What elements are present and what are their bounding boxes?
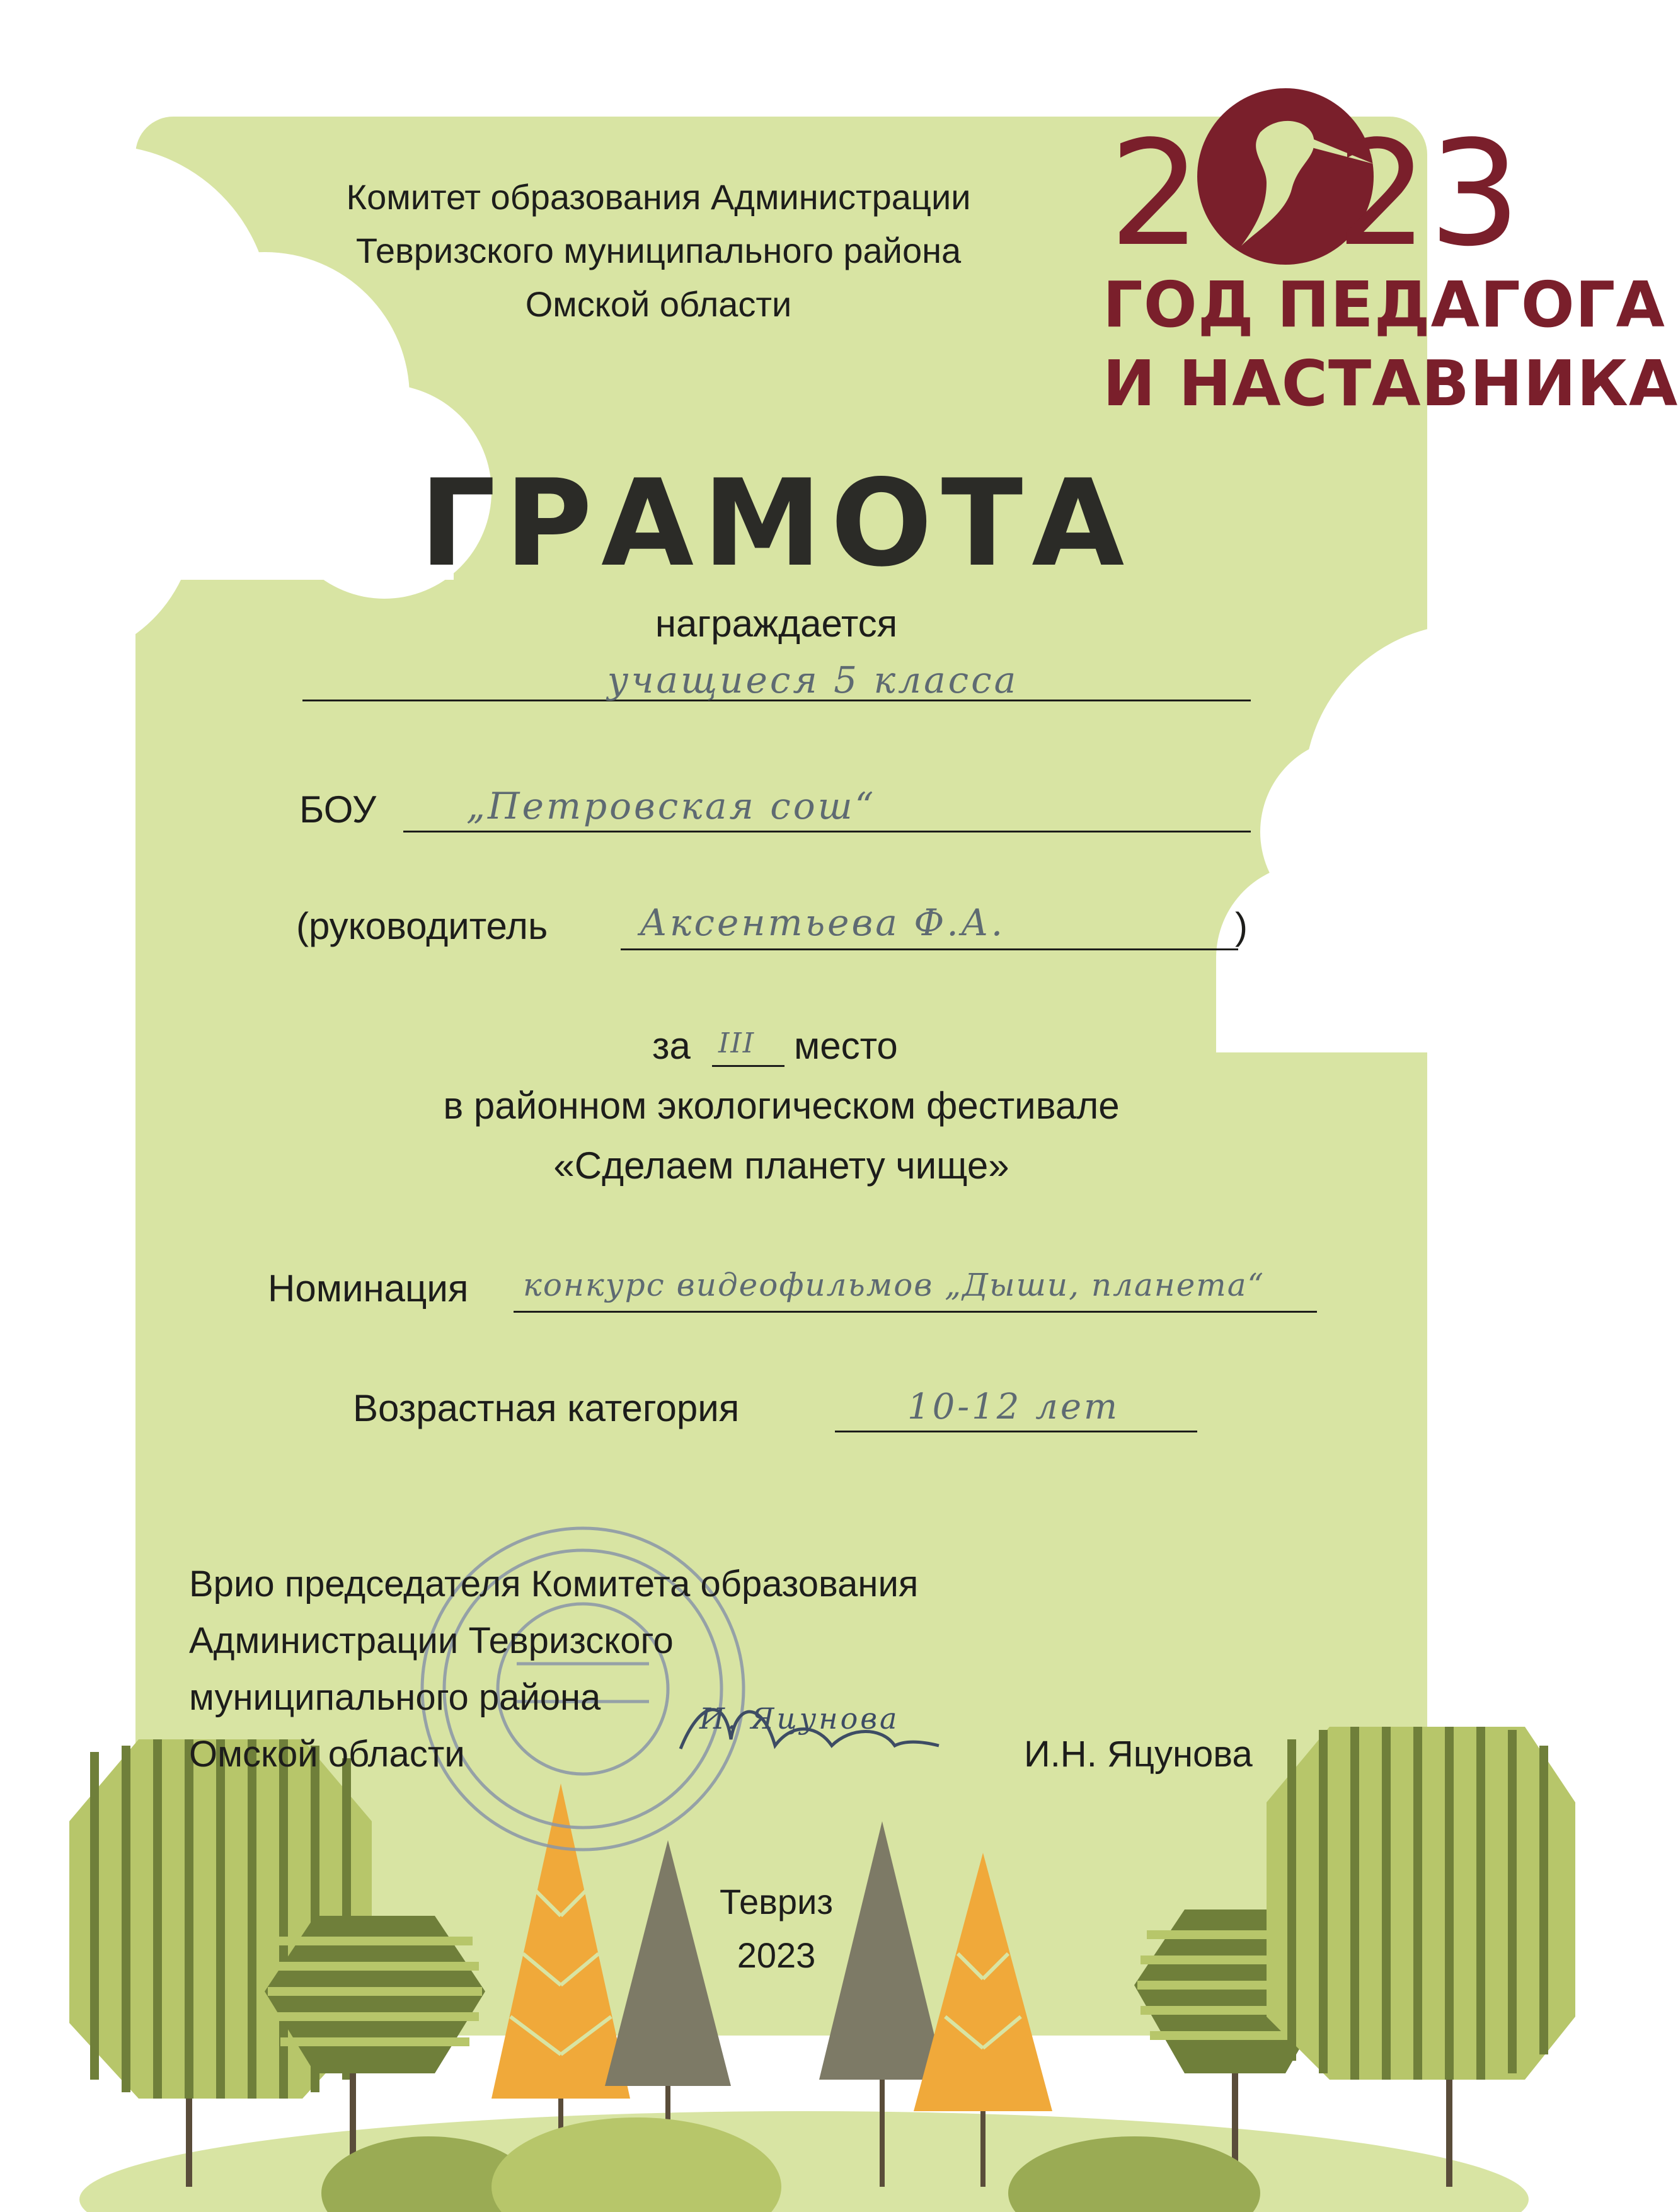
- footer-year: 2023: [737, 1935, 816, 1975]
- signature-handwriting: И. Яцунова: [699, 1702, 900, 1736]
- header-line-1: Комитет образования Администрации: [346, 177, 971, 217]
- place-prefix: за: [652, 1025, 691, 1067]
- leader-close: ): [1235, 905, 1248, 947]
- certificate-title: ГРАМОТА: [419, 454, 1134, 593]
- age-label: Возрастная категория: [353, 1387, 740, 1429]
- leader-underline: [621, 948, 1238, 950]
- signer-line-1: Врио председателя Комитета образования: [189, 1564, 919, 1604]
- place-value: III: [718, 1027, 756, 1059]
- header-line-3: Омской области: [525, 284, 792, 324]
- badge-line2: И НАСТАВНИКА: [1103, 347, 1678, 420]
- leader-label: (руководитель: [296, 905, 548, 947]
- badge-line1: ГОД ПЕДАГОГА: [1103, 268, 1665, 342]
- nomination-underline: [514, 1311, 1317, 1313]
- place-suffix: место: [794, 1025, 898, 1067]
- nomination-label: Номинация: [268, 1267, 469, 1310]
- signer-line-3: муниципального района: [189, 1677, 601, 1718]
- school-label: БОУ: [299, 788, 377, 831]
- awarded-text: награждается: [655, 602, 898, 645]
- nomination-value: конкурс видеофильмов „Дыши, планета“: [523, 1267, 1265, 1303]
- year-badge: [1096, 76, 1678, 429]
- signer-line-4: Омской области: [189, 1734, 465, 1775]
- footer-city: Тевриз: [719, 1882, 834, 1921]
- festival-line-2: «Сделаем планету чище»: [553, 1144, 1009, 1187]
- recipient-value: учащиеся 5 класса: [607, 659, 1019, 701]
- place-underline: [712, 1065, 784, 1067]
- school-underline: [403, 831, 1251, 832]
- age-underline: [835, 1431, 1197, 1432]
- signer-line-2: Администрации Тевризского: [189, 1620, 674, 1661]
- badge-year-left: 2: [1109, 110, 1202, 279]
- header-line-2: Тевризского муниципального района: [355, 231, 962, 270]
- leader-value: Аксентьева Ф.А.: [640, 901, 1006, 944]
- school-value: „Петровская сош“: [466, 785, 876, 827]
- festival-line-1: в районном экологическом фестивале: [443, 1085, 1120, 1127]
- signer-name: И.Н. Яцунова: [1024, 1734, 1253, 1775]
- badge-year-right: 23: [1336, 110, 1522, 279]
- age-value: 10-12 лет: [907, 1386, 1120, 1427]
